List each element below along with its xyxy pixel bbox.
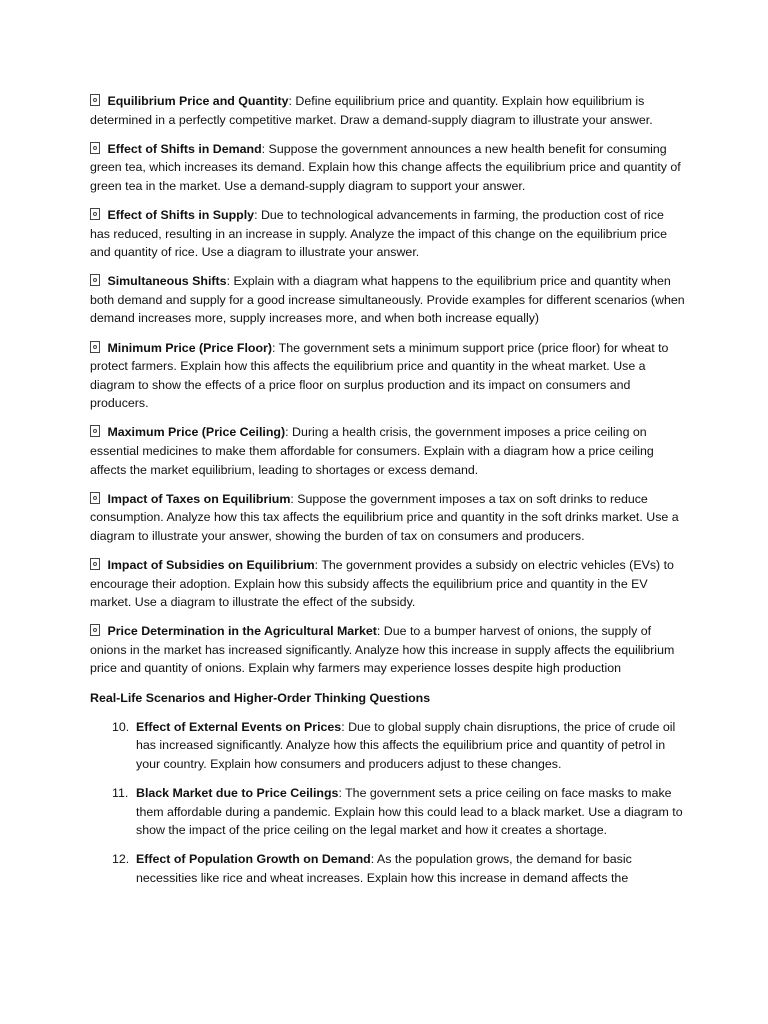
question-title: Impact of Subsidies on Equilibrium: [107, 557, 315, 572]
numbered-question: [90, 850, 686, 887]
numbered-question: [90, 718, 686, 774]
missing-glyph-box-icon: [90, 558, 100, 570]
question-title: Impact of Taxes on Equilibrium: [107, 491, 291, 506]
question-title: Effect of Population Growth on Demand: [136, 852, 371, 867]
question-title: Minimum Price (Price Floor): [107, 340, 273, 355]
question-paragraph: [90, 339, 686, 413]
question-text: : The government provides a subsidy on electric vehicles (EVs) to encourage their adoption. Explain how this subsidy affects the equilibrium price and quantity in the EV market. Use a diagram to illustrate the effect of the subsidy.: [90, 557, 674, 610]
missing-glyph-box-icon: [90, 208, 100, 220]
question-text: : Suppose the government imposes a tax on soft drinks to reduce consumption. Analyze how this tax affects the equilibrium price and quantity in the soft drinks market. Use a diagram to illustrate your answer, showing the burden of tax on consumers and producers.: [90, 491, 679, 543]
question-title: Effect of Shifts in Demand: [107, 141, 262, 156]
numbered-question: [90, 784, 686, 840]
missing-glyph-box-icon: [90, 274, 100, 286]
missing-glyph-box-icon: [90, 142, 100, 154]
question-number: 11.: [112, 785, 129, 800]
question-text: : Due to global supply chain disruptions, the price of crude oil has increased significantly. Analyze how this affects the equilibrium price and quantity of petrol in your country. Explain how consumers and producers adjust to these changes.: [136, 719, 676, 771]
question-title: Black Market due to Price Ceilings: [136, 785, 339, 800]
question-number: 10.: [112, 719, 130, 734]
question-title: Equilibrium Price and Quantity: [107, 94, 289, 108]
question-paragraph: [90, 92, 686, 129]
section-heading: Real-Life Scenarios and Higher-Order Thinking Questions: [90, 690, 431, 705]
question-text: : Explain with a diagram what happens to the equilibrium price and quantity when both demand and supply for a good increase simultaneously. Provide examples for different scenarios (when demand increases more, supply increases more, and when both increase equally): [90, 274, 685, 326]
question-text: : The government sets a price ceiling on face masks to make them affordable during a pandemic. Explain how this could lead to a black market. Use a diagram to show the impact of the price ceiling on the legal market and how it creates a shortage.: [136, 785, 683, 838]
question-title: Maximum Price (Price Ceiling): [107, 425, 286, 440]
question-paragraph: [90, 206, 686, 262]
missing-glyph-box-icon: [90, 492, 100, 504]
question-text: : Suppose the government announces a new health benefit for consuming green tea, which increases its demand. Explain how this change affects the equilibrium price and quantity of green tea in the market. Use a demand-supply diagram to support your answer.: [90, 141, 681, 193]
question-paragraph: [90, 272, 686, 328]
missing-glyph-box-icon: [90, 425, 100, 437]
question-text: : As the population grows, the demand for basic necessities like rice and wheat increases. Explain how this increase in demand affects the: [136, 852, 632, 885]
question-text: : Define equilibrium price and quantity. Explain how equilibrium is determined in a perfectly competitive market. Draw a demand-supply diagram to illustrate your answer.: [90, 94, 653, 127]
document-page: [90, 92, 686, 898]
question-title: Simultaneous Shifts: [107, 274, 227, 289]
missing-glyph-box-icon: [90, 341, 100, 353]
question-number: 12.: [112, 852, 130, 867]
question-paragraph: [90, 490, 686, 546]
question-title: Effect of External Events on Prices: [136, 719, 342, 734]
question-title: Effect of Shifts in Supply: [107, 207, 255, 222]
question-text: : Due to technological advancements in farming, the production cost of rice has reduced, resulting in an increase in supply. Analyze the impact of this change on the equilibrium price and quantity of rice. Use a diagram to illustrate your answer.: [90, 207, 667, 260]
question-text: : During a health crisis, the government imposes a price ceiling on essential medicines to make them affordable for consumers. Explain with a diagram how a price ceiling affects the market equilibrium, leading to shortages or excess demand.: [90, 425, 654, 477]
question-paragraph: [90, 556, 686, 612]
question-paragraph: [90, 140, 686, 196]
question-text: : The government sets a minimum support price (price floor) for wheat to protect farmers. Explain how this affects the equilibrium price and quantity in the wheat market. Use a diagram to show the effects of a price floor on surplus production and its impact on consumers and producers.: [90, 340, 669, 411]
question-title: Price Determination in the Agricultural Market: [107, 624, 377, 639]
question-paragraph: [90, 622, 686, 678]
missing-glyph-box-icon: [90, 624, 100, 636]
missing-glyph-box-icon: [90, 94, 100, 106]
question-text: : Due to a bumper harvest of onions, the supply of onions in the market has increased significantly. Analyze how this increase in supply affects the equilibrium price and quantity of onions. Explain why farmers may experience losses despite high production: [90, 624, 675, 676]
question-paragraph: [90, 423, 686, 479]
